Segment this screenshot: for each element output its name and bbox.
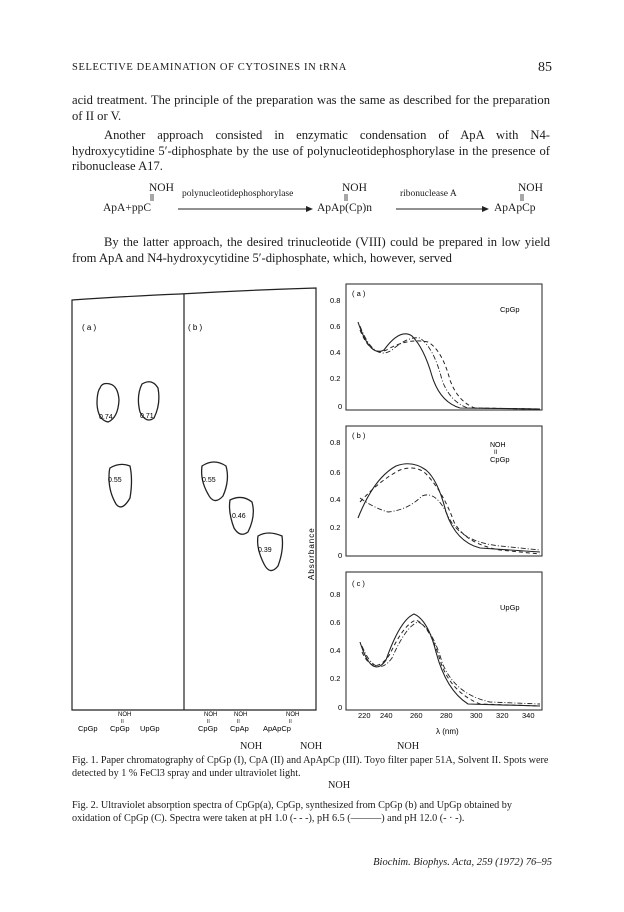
running-head-title: SELECTIVE DEAMINATION OF CYTOSINES IN tRNA [72, 62, 347, 73]
curve-b-ph1 [360, 468, 540, 554]
curve-a-ph6 [358, 322, 540, 409]
lane-noh-1: NOH [118, 712, 132, 718]
figure-1-caption: Fig. 1. Paper chromatography of CpGp (I), CpA (II) and ApApCp (III). Toyo filter paper 51A, Solvent II. Spots were detected by 1 % FeCl3 spray and under ultraviolet light. [72, 755, 549, 779]
curve-a-ph12 [360, 326, 540, 409]
spot-4 [202, 462, 228, 501]
lane-bond-4: II [289, 719, 292, 725]
lane-bond-1: II [121, 719, 124, 725]
panel-b-compound: CpGp [490, 455, 510, 464]
tick-b-08: 0.8 [330, 438, 341, 447]
lane-noh-4: NOH [286, 712, 300, 718]
panel-b-label: ( b ) [188, 323, 203, 332]
spot-label-1: 0.74 [99, 414, 113, 421]
spot-3 [108, 464, 132, 507]
x-tick-220: 220 [358, 711, 371, 720]
lane-noh-2: NOH [204, 712, 218, 718]
spot-1 [97, 384, 119, 423]
reaction-arrow-1 [178, 206, 313, 212]
lane-label-2: CpGp [110, 724, 130, 733]
tick-a-06: 0.6 [330, 322, 341, 331]
spot-label-2: 0.71 [140, 413, 154, 420]
lane-label-4: CpGp [198, 724, 218, 733]
tick-c-04: 0.4 [330, 646, 341, 655]
spectrum-panel-b [330, 426, 542, 560]
reaction-enzyme-1: polynucleotidephosphorylase [182, 189, 294, 199]
curve-b-ph6 [358, 464, 540, 552]
tick-a-04: 0.4 [330, 348, 341, 357]
lane-label-1: CpGp [78, 724, 98, 733]
paragraph-2: Another approach consisted in enzymatic condensation of ApA with N4-hydroxycytidine 5′-diphosphate by the use of polynucleotidephosphorylase in the presence of ribonuclease A17. [72, 128, 550, 174]
lane-label-5: CpAp [230, 724, 249, 733]
x-tick-300: 300 [470, 711, 483, 720]
caption-noh-4: NOH [328, 780, 351, 791]
reaction-mid: ApAp(Cp)n [317, 202, 372, 214]
tick-c-02: 0.2 [330, 674, 341, 683]
spot-label-6: 0.39 [258, 547, 272, 554]
tick-b-02: 0.2 [330, 523, 341, 532]
reaction-right-noh: NOH [518, 182, 543, 194]
panel-a-letter: ( a ) [352, 289, 366, 298]
reaction-enzyme-2: ribonuclease A [400, 189, 457, 199]
spectrum-panel-c [330, 572, 542, 712]
caption-noh-1: NOH [240, 741, 263, 752]
figure-2-spectra [300, 280, 560, 750]
paragraph-3: By the latter approach, the desired trinucleotide (VIII) could be prepared in low yield from ApA and N4-hydroxycytidine 5′-diphosphate, which, however, served [72, 235, 550, 265]
curve-a-ph1 [360, 330, 540, 409]
x-tick-260: 260 [410, 711, 423, 720]
tick-b-04: 0.4 [330, 495, 341, 504]
tick-a-0: 0 [338, 402, 343, 411]
spot-6 [258, 533, 283, 571]
tick-a-08: 0.8 [330, 296, 341, 305]
panel-c-compound: UpGp [500, 603, 520, 612]
panel-b-noh: NOH [490, 442, 506, 449]
reaction-left-noh: NOH [149, 182, 174, 194]
tick-c-0: 0 [338, 703, 343, 712]
x-tick-240: 240 [380, 711, 393, 720]
spectrum-panel-a [330, 284, 542, 411]
spot-label-3: 0.55 [108, 477, 122, 484]
lane-label-6: ApApCp [263, 724, 291, 733]
reaction-left: ApA+ppC [103, 202, 152, 214]
curve-c-ph12 [362, 622, 540, 704]
paragraph-1: acid treatment. The principle of the preparation was the same as described for the preparation of II or V. [72, 93, 550, 123]
spot-label-4: 0.55 [202, 477, 216, 484]
curve-c-ph1 [362, 620, 540, 706]
x-axis-label: λ (nm) [436, 727, 459, 736]
lane-bond-3: II [237, 719, 240, 725]
tick-b-06: 0.6 [330, 468, 341, 477]
panel-b-bond: II [494, 450, 498, 456]
figure-2-caption: Fig. 2. Ultraviolet absorption spectra of CpGp(a), CpGp, synthesized from CpGp (b) and UpGp obtained by oxidation of CpGp (C). Spectra were taken at pH 1.0 (- - -), pH 6.5 (———) and pH 12.0 (- · -). [72, 800, 512, 824]
caption-noh-2: NOH [300, 741, 323, 752]
caption-noh-3: NOH [397, 741, 420, 752]
lane-bond-2: II [207, 719, 210, 725]
figure-1-chromatogram [60, 280, 330, 740]
paper-outline [72, 288, 316, 710]
lane-label-3: UpGp [140, 724, 160, 733]
x-axis-ticks [358, 711, 535, 720]
x-tick-340: 340 [522, 711, 535, 720]
panel-c-letter: ( c ) [352, 579, 365, 588]
curve-c-ph6 [360, 614, 540, 706]
reaction-arrow-2 [396, 206, 489, 212]
x-tick-320: 320 [496, 711, 509, 720]
spot-label-5: 0.46 [232, 513, 246, 520]
panel-a-compound: CpGp [500, 305, 520, 314]
panel-b-letter: ( b ) [352, 431, 366, 440]
panel-a-label: ( a ) [82, 323, 97, 332]
reaction-mid-noh: NOH [342, 182, 367, 194]
reaction-arrows [0, 0, 624, 230]
page-number: 85 [538, 60, 552, 75]
tick-a-02: 0.2 [330, 374, 341, 383]
journal-citation: Biochim. Biophys. Acta, 259 (1972) 76–95 [373, 857, 552, 868]
x-tick-280: 280 [440, 711, 453, 720]
tick-c-08: 0.8 [330, 590, 341, 599]
lane-noh-3: NOH [234, 712, 248, 718]
reaction-right: ApApCp [494, 202, 536, 214]
y-axis-label: Absorbance [307, 527, 316, 580]
lane-labels [78, 712, 299, 733]
tick-c-06: 0.6 [330, 618, 341, 627]
tick-b-0: 0 [338, 551, 343, 560]
spot-5 [230, 497, 254, 534]
spot-2 [138, 382, 159, 420]
